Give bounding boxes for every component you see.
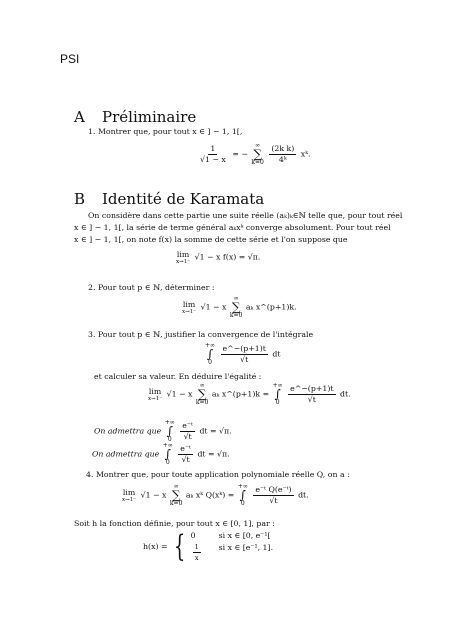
limit [148, 387, 162, 402]
integral-bounds [163, 443, 173, 466]
question-3-text: Pour tout p ∈ ℕ, justifier la convergence de l'intégrale [97, 330, 314, 339]
question-1-text: Montrer que, pour tout x ∈ ] − 1, 1[, [97, 127, 243, 136]
question-4-text: Montrer que, pour toute application polynomiale réelle Q, on a : [95, 470, 350, 479]
integral-icon: ∫ [164, 447, 171, 461]
h-definition-text: Soit h la fonction définie, pour tout x ∈ [0, 1], par : [74, 519, 275, 528]
sum-bottom: k=0 [229, 312, 243, 319]
differential: dt. [339, 389, 351, 399]
formula-4-sum [170, 484, 182, 507]
case-value [191, 542, 219, 563]
case-value: 0 [190, 531, 196, 540]
section-b-title: Identité de Karamata [102, 190, 265, 208]
admit-num: e⁻ᵗ [182, 421, 193, 430]
lim-sub: x→1⁻ [176, 259, 191, 265]
sigma-icon: ∑ [197, 387, 207, 401]
sum-bottom: k=0 [169, 500, 183, 507]
integral-icon: ∫ [206, 347, 214, 361]
sum-top: ∞ [233, 295, 239, 302]
piecewise [143, 530, 273, 563]
section-b-heading [74, 190, 264, 208]
integral-bottom: 0 [167, 436, 172, 443]
intro-line-1: On considère dans cette partie une suite réelle (aₖ)ₖ∈ℕ telle que, pour tout réel [88, 211, 403, 220]
integral-bounds [238, 484, 248, 507]
admit-den: √t [181, 455, 190, 464]
integral-icon: ∫ [274, 387, 281, 401]
admit-line-1 [94, 420, 232, 443]
sum-bottom: k=0 [251, 159, 264, 166]
integral-1 [204, 343, 281, 366]
question-4 [86, 469, 350, 480]
integral-bottom: 0 [208, 359, 212, 366]
admit-num: e⁻ᵗ [180, 444, 191, 453]
question-3-text-2: et calculer sa valeur. En déduire l'égalité : [94, 372, 262, 381]
question-2-text: Pour tout p ∈ ℕ, déterminer : [97, 283, 215, 292]
rhs-integrand [253, 485, 293, 506]
sigma-icon: ∑ [253, 147, 262, 161]
case-row [191, 530, 273, 542]
section-a-heading [74, 108, 196, 126]
rhs-num: e^−(p+1)t [290, 384, 334, 393]
question-4-number: 4. [86, 470, 94, 479]
question-3 [88, 329, 313, 340]
formula-4-mid: aₖ xᵏ Q(xᵏ) = [185, 490, 235, 500]
intro-line-3: x ∈ ] − 1, 1[, on note f(x) la somme de cette série et l'on suppose que [74, 235, 348, 244]
integral-bounds [165, 420, 175, 443]
h-definition [143, 530, 273, 563]
integral-bottom: 0 [275, 399, 280, 406]
lim-sub: x→1⁻ [122, 497, 137, 503]
lim-sub: x→1⁻ [182, 309, 197, 315]
question-1 [88, 126, 242, 137]
header-label: PSI [60, 52, 80, 66]
question-2 [88, 282, 215, 293]
sum-top: ∞ [255, 142, 261, 149]
formula-1: $\frac{1}{√1 - x}$ = − ∞ ∑ k=0 $\frac{\text{(2k k)}}{\text{4ᵏ}}$ xᵏ. [200, 142, 311, 166]
integrand-num: e^−(p+1)t [222, 344, 266, 353]
integrand [221, 344, 268, 365]
section-a-letter: A [74, 108, 85, 126]
sum-top: ∞ [199, 382, 205, 389]
lim-word: lim [122, 488, 136, 497]
admit-tail: dt = √π. [199, 426, 232, 436]
formula-1-equals: = [232, 149, 239, 159]
integral-bottom: 0 [240, 500, 245, 507]
differential: dt [272, 349, 281, 359]
integral-top: +∞ [164, 419, 175, 426]
integral-top: +∞ [205, 342, 216, 349]
question-3-number: 3. [88, 330, 96, 339]
integral-top: +∞ [272, 382, 283, 389]
h-lhs: h(x) = [143, 542, 168, 551]
formula-2 [182, 296, 297, 319]
formula-1-lhs [198, 144, 228, 165]
lim-sub: x→1⁻ [148, 396, 163, 402]
formula-3 [148, 383, 351, 406]
admit-tail: dt = √π. [197, 449, 230, 459]
formula-1-lhs-num: 1 [210, 144, 216, 153]
sqrt-factor: √1 − x [140, 490, 167, 500]
rhs-den: √t [307, 395, 316, 404]
admit-line-2 [92, 443, 230, 466]
formula-4 [122, 484, 309, 507]
sum-top: ∞ [173, 483, 179, 490]
sqrt-factor: √1 − x [166, 389, 193, 399]
lim-word: lim [182, 300, 196, 309]
integral-icon: ∫ [239, 488, 246, 502]
rhs-den: √t [269, 496, 278, 505]
integral-bounds [273, 383, 283, 406]
formula-3-mid: aₖ x^(p+1)k = [211, 389, 270, 399]
formula-2-sum [230, 296, 242, 319]
question-1-number: 1. [88, 127, 96, 136]
section-b-letter: B [74, 190, 86, 208]
formula-1-term [269, 144, 296, 165]
integral-icon: ∫ [166, 424, 173, 438]
limit [182, 300, 196, 315]
admit-integrand [180, 421, 195, 442]
admit-text: On admettra que [92, 449, 160, 459]
sigma-icon: ∑ [171, 488, 181, 502]
admit-den: √t [183, 432, 192, 441]
assumption-formula [176, 250, 260, 265]
binomial: (2k k) [271, 144, 295, 153]
formula-2-tail: aₖ x^(p+1)k. [245, 302, 297, 312]
integral-bounds [205, 343, 215, 366]
formula-1-sum [251, 143, 263, 166]
limit [176, 250, 190, 265]
admit-text: On admettra que [94, 426, 162, 436]
admit-integrand [178, 444, 193, 465]
sum-bottom: k=0 [195, 399, 209, 406]
formula-1-tail: xᵏ. [300, 149, 311, 159]
lim-word: lim [176, 250, 190, 259]
left-brace-icon: { [173, 528, 185, 564]
integral-bottom: 0 [165, 459, 170, 466]
case-condition: si x ∈ [0, e⁻¹[ [218, 531, 271, 540]
question-2-number: 2. [88, 283, 96, 292]
rhs-num: e⁻ᵗ Q(e⁻ᵗ) [255, 485, 292, 494]
rhs-integrand [288, 384, 335, 405]
case-den: x [194, 554, 199, 562]
case-fraction [193, 542, 201, 563]
differential: dt. [298, 490, 309, 500]
power-of-four: 4ᵏ [278, 155, 287, 164]
sigma-icon: ∑ [231, 300, 241, 314]
formula-1-lhs-den: √1 − x [200, 155, 226, 164]
case-list [191, 530, 273, 563]
section-a-title: Préliminaire [102, 108, 197, 126]
case-row [191, 542, 273, 563]
intro-line-2: x ∈ ] − 1, 1[, la série de terme général aₖxᵏ converge absolument. Pour tout réel [74, 223, 391, 232]
integral-top: +∞ [162, 442, 173, 449]
integral-top: +∞ [237, 483, 248, 490]
assumption-body: √1 − x f(x) = √π. [194, 252, 261, 262]
case-num: 1 [194, 543, 199, 551]
case-condition: si x ∈ [e⁻¹, 1]. [218, 543, 274, 552]
formula-3-sum [196, 383, 208, 406]
limit [122, 488, 136, 503]
lim-word: lim [148, 387, 162, 396]
sqrt-factor: √1 − x [200, 302, 227, 312]
integrand-den: √t [240, 355, 249, 364]
